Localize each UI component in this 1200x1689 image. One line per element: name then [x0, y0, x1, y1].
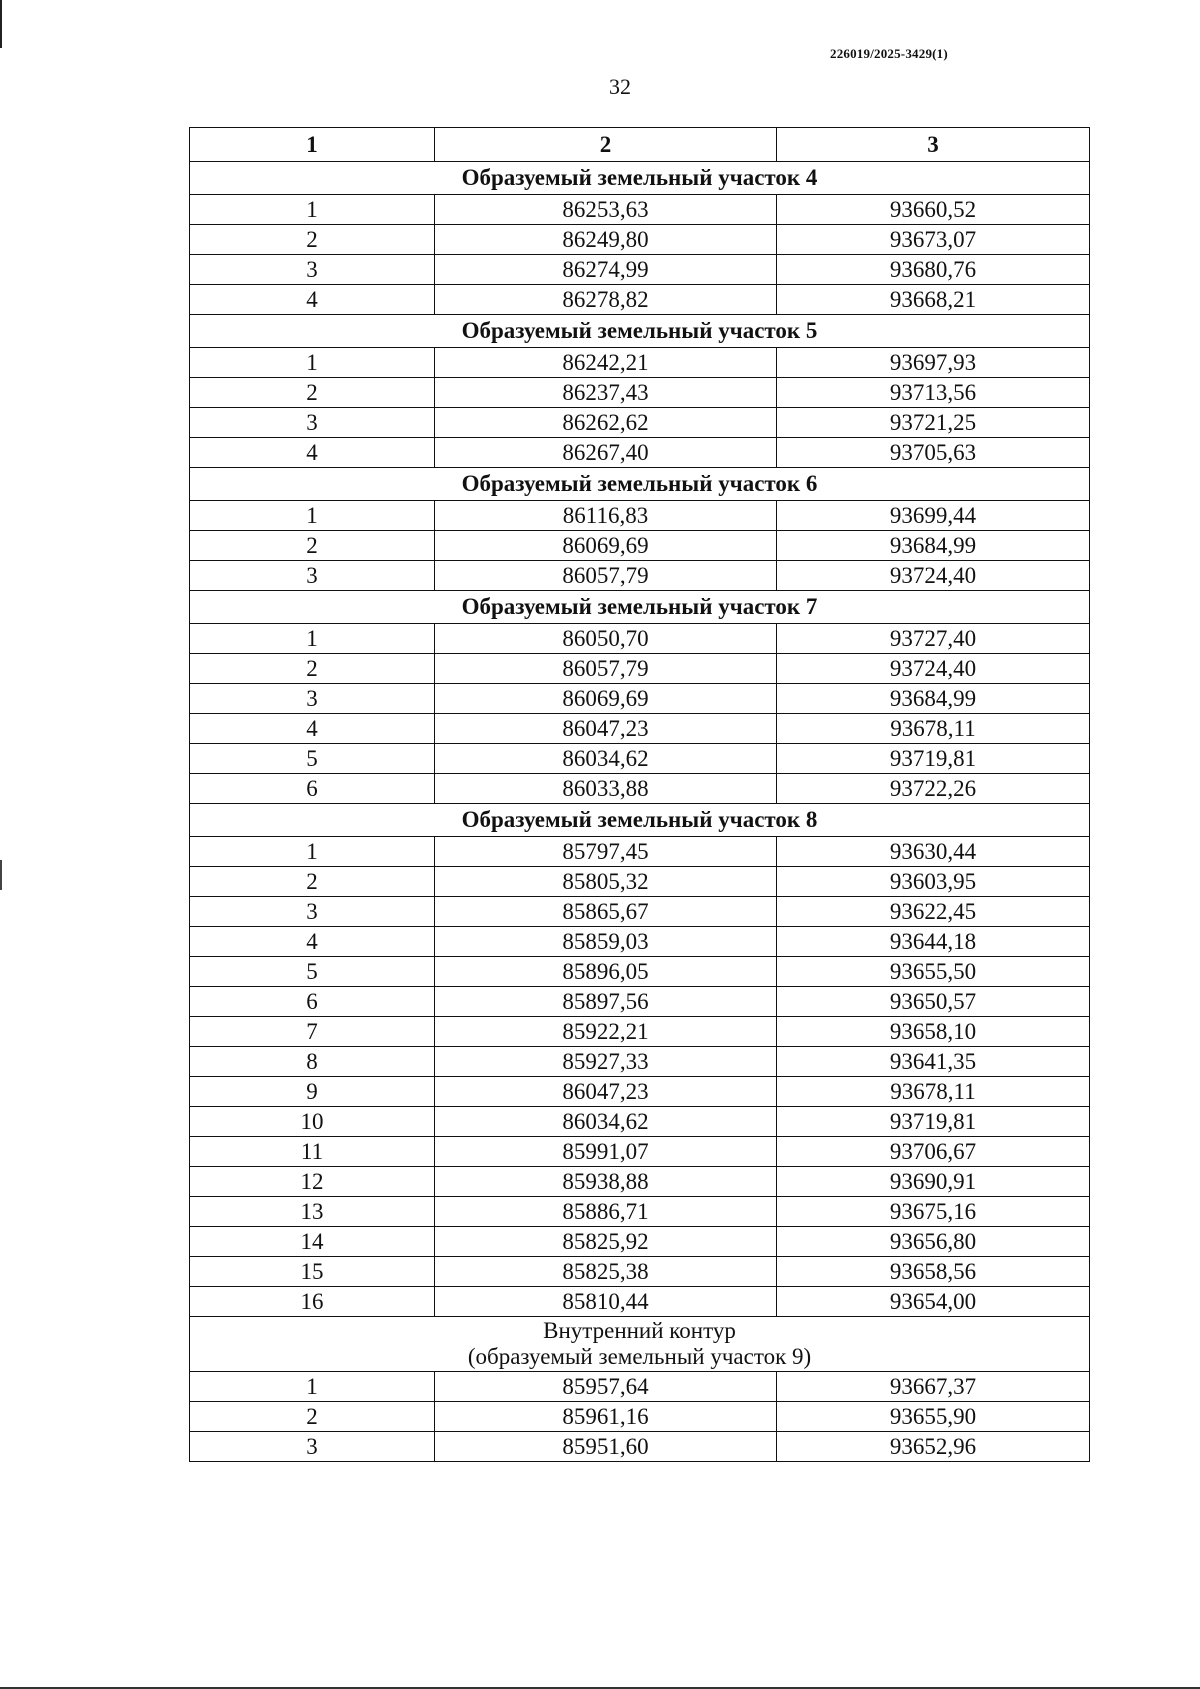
table-row — [190, 561, 1090, 591]
section-header-row — [190, 591, 1090, 624]
table-row — [190, 1167, 1090, 1197]
point-number-cell: 4 — [190, 285, 435, 315]
table-row — [190, 1197, 1090, 1227]
column-header-point: 1 — [190, 128, 435, 162]
y-coordinate-cell: 93675,16 — [777, 1197, 1090, 1227]
y-coordinate-cell: 93603,95 — [777, 867, 1090, 897]
table-row — [190, 1047, 1090, 1077]
point-number-cell: 2 — [190, 867, 435, 897]
x-coordinate-cell: 85797,45 — [435, 837, 777, 867]
table-row — [190, 927, 1090, 957]
section-title-line: Внутренний контур — [543, 1318, 736, 1343]
x-coordinate-cell: 86047,23 — [435, 1077, 777, 1107]
point-number-cell: 3 — [190, 684, 435, 714]
point-number-cell: 1 — [190, 348, 435, 378]
coordinates-table — [189, 127, 1090, 1462]
x-coordinate-cell: 86267,40 — [435, 438, 777, 468]
x-coordinate-cell: 86034,62 — [435, 1107, 777, 1137]
table-row — [190, 684, 1090, 714]
x-coordinate-cell: 86057,79 — [435, 654, 777, 684]
table-row — [190, 714, 1090, 744]
point-number-cell: 3 — [190, 561, 435, 591]
section-title-line: (образуемый земельный участок 9) — [467, 1344, 812, 1369]
point-number-cell: 7 — [190, 1017, 435, 1047]
table-row — [190, 348, 1090, 378]
x-coordinate-cell: 86033,88 — [435, 774, 777, 804]
x-coordinate-cell: 85825,38 — [435, 1257, 777, 1287]
y-coordinate-cell: 93622,45 — [777, 897, 1090, 927]
x-coordinate-cell: 86069,69 — [435, 684, 777, 714]
point-number-cell: 3 — [190, 1432, 435, 1462]
x-coordinate-cell: 85951,60 — [435, 1432, 777, 1462]
column-header-x: 2 — [435, 128, 777, 162]
x-coordinate-cell: 86034,62 — [435, 744, 777, 774]
table-row — [190, 1372, 1090, 1402]
point-number-cell: 6 — [190, 774, 435, 804]
table-row — [190, 624, 1090, 654]
y-coordinate-cell: 93727,40 — [777, 624, 1090, 654]
x-coordinate-cell: 86249,80 — [435, 225, 777, 255]
x-coordinate-cell: 86057,79 — [435, 561, 777, 591]
y-coordinate-cell: 93724,40 — [777, 654, 1090, 684]
x-coordinate-cell: 85957,64 — [435, 1372, 777, 1402]
x-coordinate-cell: 85886,71 — [435, 1197, 777, 1227]
point-number-cell: 14 — [190, 1227, 435, 1257]
section-title-line: Образуемый земельный участок 6 — [461, 471, 818, 496]
point-number-cell: 4 — [190, 927, 435, 957]
point-number-cell: 2 — [190, 378, 435, 408]
point-number-cell: 6 — [190, 987, 435, 1017]
point-number-cell: 2 — [190, 654, 435, 684]
x-coordinate-cell: 85865,67 — [435, 897, 777, 927]
table-row — [190, 438, 1090, 468]
point-number-cell: 4 — [190, 438, 435, 468]
table-row — [190, 744, 1090, 774]
section-title — [190, 315, 1090, 348]
table-row — [190, 255, 1090, 285]
page-number: 32 — [609, 74, 631, 99]
point-number-cell: 5 — [190, 744, 435, 774]
point-number-cell: 4 — [190, 714, 435, 744]
table-row — [190, 1227, 1090, 1257]
y-coordinate-cell: 93650,57 — [777, 987, 1090, 1017]
x-coordinate-cell: 85810,44 — [435, 1287, 777, 1317]
section-title — [190, 468, 1090, 501]
y-coordinate-cell: 93719,81 — [777, 1107, 1090, 1137]
point-number-cell: 16 — [190, 1287, 435, 1317]
point-number-cell: 11 — [190, 1137, 435, 1167]
table-row — [190, 1402, 1090, 1432]
y-coordinate-cell: 93678,11 — [777, 1077, 1090, 1107]
section-title-line: Образуемый земельный участок 4 — [461, 165, 818, 190]
y-coordinate-cell: 93706,67 — [777, 1137, 1090, 1167]
point-number-cell: 1 — [190, 624, 435, 654]
table-row — [190, 195, 1090, 225]
section-title-line: Образуемый земельный участок 5 — [461, 318, 818, 343]
x-coordinate-cell: 86242,21 — [435, 348, 777, 378]
point-number-cell: 2 — [190, 531, 435, 561]
point-number-cell: 8 — [190, 1047, 435, 1077]
point-number-cell: 13 — [190, 1197, 435, 1227]
y-coordinate-cell: 93655,50 — [777, 957, 1090, 987]
y-coordinate-cell: 93673,07 — [777, 225, 1090, 255]
y-coordinate-cell: 93678,11 — [777, 714, 1090, 744]
y-coordinate-cell: 93656,80 — [777, 1227, 1090, 1257]
y-coordinate-cell: 93680,76 — [777, 255, 1090, 285]
section-title-line: Образуемый земельный участок 8 — [461, 807, 818, 832]
y-coordinate-cell: 93658,10 — [777, 1017, 1090, 1047]
x-coordinate-cell: 86116,83 — [435, 501, 777, 531]
table-row — [190, 957, 1090, 987]
x-coordinate-cell: 86050,70 — [435, 624, 777, 654]
x-coordinate-cell: 85961,16 — [435, 1402, 777, 1432]
point-number-cell: 1 — [190, 837, 435, 867]
x-coordinate-cell: 85927,33 — [435, 1047, 777, 1077]
section-header-row — [190, 1317, 1090, 1372]
table-header-row — [190, 128, 1090, 162]
point-number-cell: 3 — [190, 255, 435, 285]
y-coordinate-cell: 93719,81 — [777, 744, 1090, 774]
y-coordinate-cell: 93630,44 — [777, 837, 1090, 867]
y-coordinate-cell: 93684,99 — [777, 531, 1090, 561]
section-title — [190, 1317, 1090, 1372]
y-coordinate-cell: 93668,21 — [777, 285, 1090, 315]
x-coordinate-cell: 86278,82 — [435, 285, 777, 315]
table-row — [190, 531, 1090, 561]
y-coordinate-cell: 93655,90 — [777, 1402, 1090, 1432]
y-coordinate-cell: 93641,35 — [777, 1047, 1090, 1077]
x-coordinate-cell: 85859,03 — [435, 927, 777, 957]
point-number-cell: 5 — [190, 957, 435, 987]
point-number-cell: 1 — [190, 1372, 435, 1402]
table-row — [190, 225, 1090, 255]
table-row — [190, 501, 1090, 531]
y-coordinate-cell: 93644,18 — [777, 927, 1090, 957]
x-coordinate-cell: 85991,07 — [435, 1137, 777, 1167]
table-row — [190, 408, 1090, 438]
y-coordinate-cell: 93660,52 — [777, 195, 1090, 225]
table-row — [190, 1077, 1090, 1107]
x-coordinate-cell: 86274,99 — [435, 255, 777, 285]
y-coordinate-cell: 93705,63 — [777, 438, 1090, 468]
section-title — [190, 162, 1090, 195]
column-header-y: 3 — [777, 128, 1090, 162]
x-coordinate-cell: 86047,23 — [435, 714, 777, 744]
section-header-row — [190, 162, 1090, 195]
y-coordinate-cell: 93699,44 — [777, 501, 1090, 531]
x-coordinate-cell: 86237,43 — [435, 378, 777, 408]
point-number-cell: 3 — [190, 408, 435, 438]
x-coordinate-cell: 85897,56 — [435, 987, 777, 1017]
table-row — [190, 774, 1090, 804]
table-row — [190, 1137, 1090, 1167]
point-number-cell: 10 — [190, 1107, 435, 1137]
table-row — [190, 837, 1090, 867]
y-coordinate-cell: 93684,99 — [777, 684, 1090, 714]
section-title — [190, 591, 1090, 624]
y-coordinate-cell: 93722,26 — [777, 774, 1090, 804]
x-coordinate-cell: 86262,62 — [435, 408, 777, 438]
y-coordinate-cell: 93667,37 — [777, 1372, 1090, 1402]
table-row — [190, 1107, 1090, 1137]
section-header-row — [190, 315, 1090, 348]
table-row — [190, 1017, 1090, 1047]
table-row — [190, 1257, 1090, 1287]
table-row — [190, 1432, 1090, 1462]
table-row — [190, 867, 1090, 897]
point-number-cell: 1 — [190, 195, 435, 225]
point-number-cell: 15 — [190, 1257, 435, 1287]
point-number-cell: 2 — [190, 1402, 435, 1432]
section-title-line: Образуемый земельный участок 7 — [461, 594, 818, 619]
x-coordinate-cell: 85825,92 — [435, 1227, 777, 1257]
x-coordinate-cell: 85938,88 — [435, 1167, 777, 1197]
x-coordinate-cell: 85922,21 — [435, 1017, 777, 1047]
point-number-cell: 1 — [190, 501, 435, 531]
table-row — [190, 987, 1090, 1017]
section-header-row — [190, 804, 1090, 837]
section-title — [190, 804, 1090, 837]
x-coordinate-cell: 85896,05 — [435, 957, 777, 987]
y-coordinate-cell: 93654,00 — [777, 1287, 1090, 1317]
point-number-cell: 3 — [190, 897, 435, 927]
x-coordinate-cell: 86253,63 — [435, 195, 777, 225]
scan-edge-mark — [0, 860, 2, 890]
y-coordinate-cell: 93697,93 — [777, 348, 1090, 378]
y-coordinate-cell: 93724,40 — [777, 561, 1090, 591]
table-row — [190, 654, 1090, 684]
table-row — [190, 285, 1090, 315]
table-row — [190, 897, 1090, 927]
y-coordinate-cell: 93652,96 — [777, 1432, 1090, 1462]
point-number-cell: 2 — [190, 225, 435, 255]
x-coordinate-cell: 86069,69 — [435, 531, 777, 561]
table-row — [190, 378, 1090, 408]
point-number-cell: 9 — [190, 1077, 435, 1107]
point-number-cell: 12 — [190, 1167, 435, 1197]
y-coordinate-cell: 93658,56 — [777, 1257, 1090, 1287]
document-reference: 226019/2025-3429(1) — [830, 46, 948, 61]
x-coordinate-cell: 85805,32 — [435, 867, 777, 897]
section-header-row — [190, 468, 1090, 501]
y-coordinate-cell: 93713,56 — [777, 378, 1090, 408]
table-row — [190, 1287, 1090, 1317]
y-coordinate-cell: 93721,25 — [777, 408, 1090, 438]
y-coordinate-cell: 93690,91 — [777, 1167, 1090, 1197]
scan-edge-left — [0, 0, 2, 48]
